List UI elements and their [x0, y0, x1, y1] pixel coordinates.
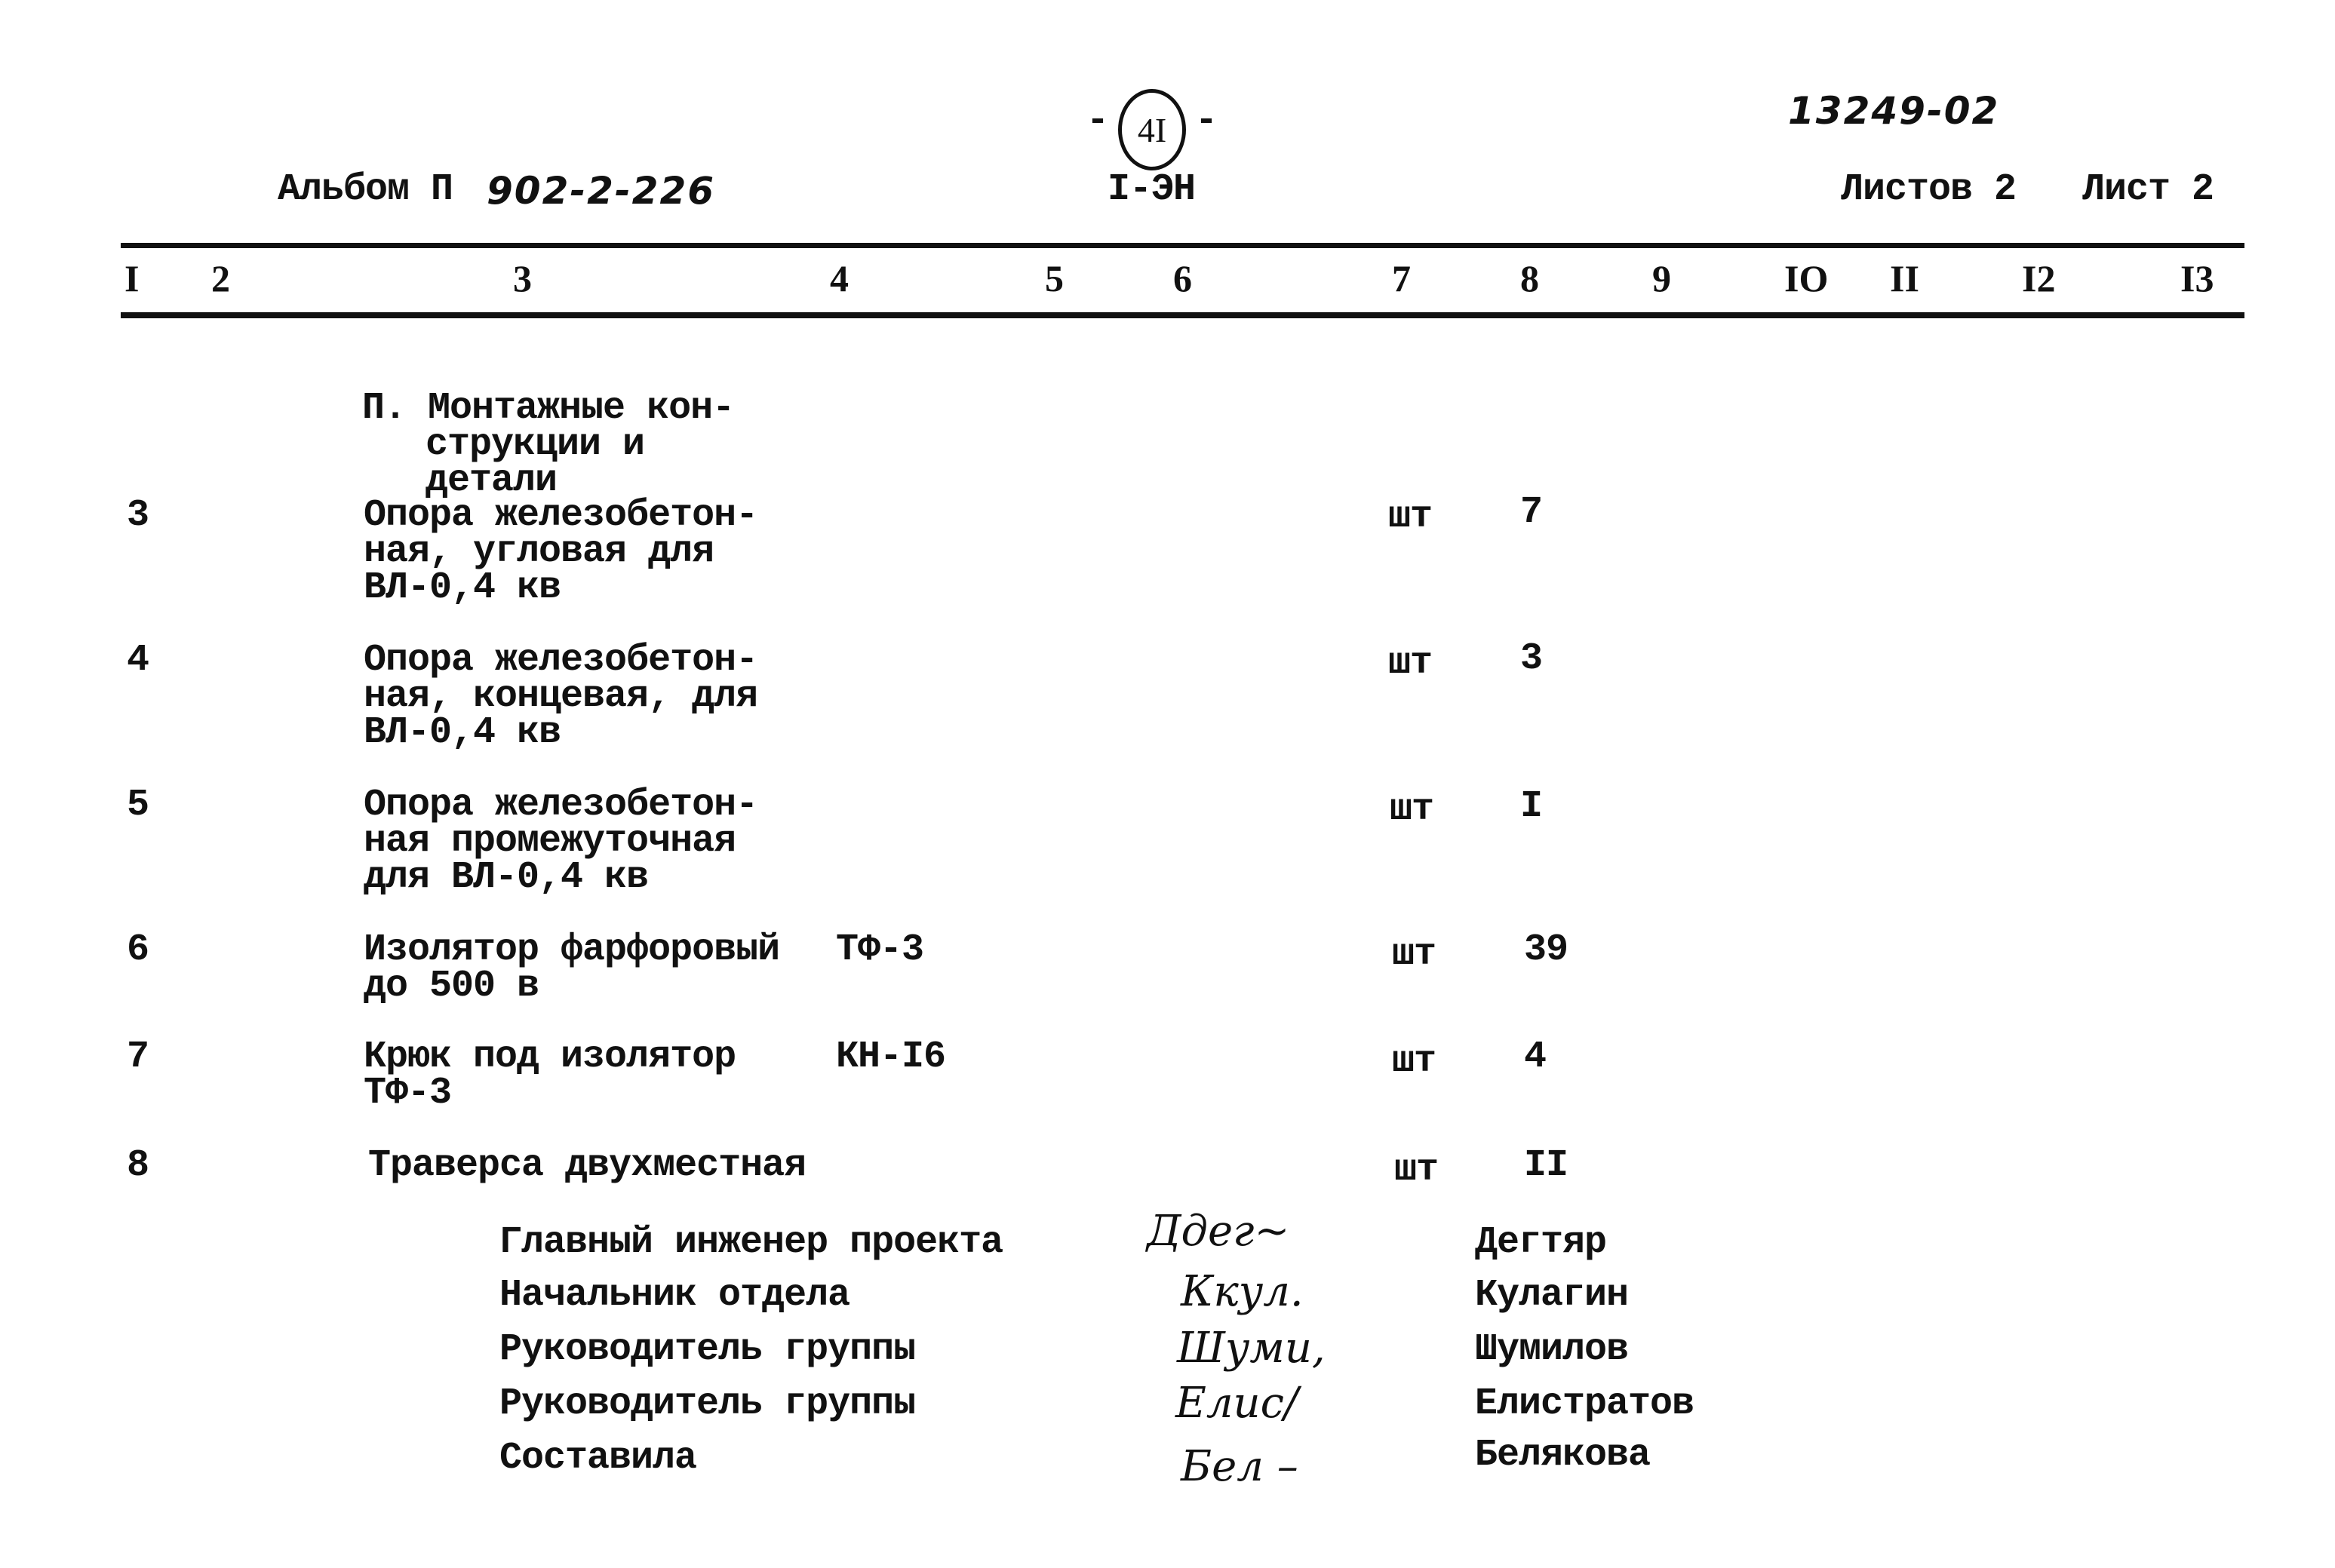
signature-role: Начальник отдела — [499, 1274, 850, 1317]
signatory-name: Елистратов — [1475, 1382, 1694, 1425]
table-row-pos: 6 — [127, 928, 149, 971]
handwritten-signature: Бел – — [1181, 1442, 1298, 1491]
table-row-pos: 3 — [127, 494, 149, 537]
table-row-unit: шт — [1392, 1040, 1436, 1083]
handwritten-signature: Шуми, — [1177, 1324, 1326, 1373]
handwritten-code: 13249-02 — [1788, 89, 2000, 133]
column-header-11: II — [1890, 257, 1919, 299]
table-row-type: КН-I6 — [836, 1036, 946, 1079]
table-row-qty: 7 — [1520, 491, 1543, 534]
table-top-rule — [121, 243, 2244, 248]
page-number: 4I — [1137, 110, 1167, 149]
signatory-name: Кулагин — [1475, 1274, 1629, 1317]
album-label: Альбом П — [278, 168, 453, 211]
column-header-10: IO — [1784, 257, 1829, 299]
column-header-8: 8 — [1520, 257, 1539, 299]
table-row-unit: шт — [1388, 496, 1433, 539]
table-row-qty: I — [1520, 785, 1543, 828]
table-row-name: Траверса двухместная — [368, 1144, 806, 1187]
table-row-pos: 8 — [127, 1144, 149, 1187]
signatory-name: Белякова — [1475, 1434, 1651, 1477]
table-row-unit: шт — [1394, 1149, 1439, 1192]
page-number-circle — [1118, 89, 1186, 170]
table-row-pos: 5 — [127, 784, 149, 827]
column-header-9: 9 — [1652, 257, 1671, 299]
handwritten-signature: Ддег~ — [1147, 1207, 1290, 1256]
column-header-1: I — [124, 257, 140, 299]
column-header-3: 3 — [513, 257, 532, 299]
column-header-2: 2 — [211, 257, 230, 299]
table-row-qty: 3 — [1520, 637, 1543, 680]
table-row-unit: шт — [1388, 642, 1433, 685]
signature-role: Руководитель группы — [499, 1382, 916, 1425]
table-row-qty: 39 — [1524, 928, 1568, 971]
signatory-name: Дегтяр — [1475, 1221, 1607, 1264]
page-dash-left: - — [1086, 100, 1110, 143]
table-row-unit: шт — [1392, 933, 1436, 976]
page-dash-right: - — [1195, 100, 1218, 143]
signature-role: Главный инженер проекта — [499, 1221, 1003, 1264]
signatory-name: Шумилов — [1475, 1328, 1629, 1371]
table-row-qty: 4 — [1524, 1036, 1547, 1079]
table-row-qty: II — [1524, 1144, 1568, 1187]
album-code: 902-2-226 — [487, 169, 716, 213]
table-row-pos: 4 — [127, 639, 149, 682]
table-row-name: Изолятор фарфоровый до 500 в — [364, 928, 780, 1008]
document-code: I-ЭН — [1108, 168, 1196, 211]
table-row-pos: 7 — [127, 1036, 149, 1079]
column-header-13: I3 — [2180, 257, 2214, 299]
signature-role: Руководитель группы — [499, 1328, 916, 1371]
column-header-5: 5 — [1045, 257, 1064, 299]
table-row-name: Опора железобетон- ная промежуточная для ВЛ-0,4 кв — [364, 784, 758, 899]
sheets-total: Листов 2 — [1841, 168, 2017, 211]
sheet-number: Лист 2 — [2082, 168, 2214, 211]
table-row-name: Крюк под изолятор ТФ-3 — [364, 1036, 736, 1115]
column-header-7: 7 — [1392, 257, 1411, 299]
section-title: П. Монтажные кон- струкции и детали — [362, 387, 735, 502]
column-header-4: 4 — [830, 257, 849, 299]
column-header-12: I2 — [2022, 257, 2056, 299]
handwritten-signature: Ккул. — [1181, 1267, 1304, 1316]
handwritten-signature: Елис/ — [1175, 1379, 1298, 1428]
table-row-name: Опора железобетон- ная, угловая для ВЛ-0,4 кв — [364, 494, 758, 609]
table-row-name: Опора железобетон- ная, концевая, для ВЛ-0,4 кв — [364, 639, 758, 754]
column-header-6: 6 — [1173, 257, 1192, 299]
signature-role: Составила — [499, 1437, 697, 1480]
table-row-unit: шт — [1390, 788, 1434, 831]
table-header-rule — [121, 312, 2244, 318]
table-row-type: ТФ-3 — [836, 928, 924, 971]
